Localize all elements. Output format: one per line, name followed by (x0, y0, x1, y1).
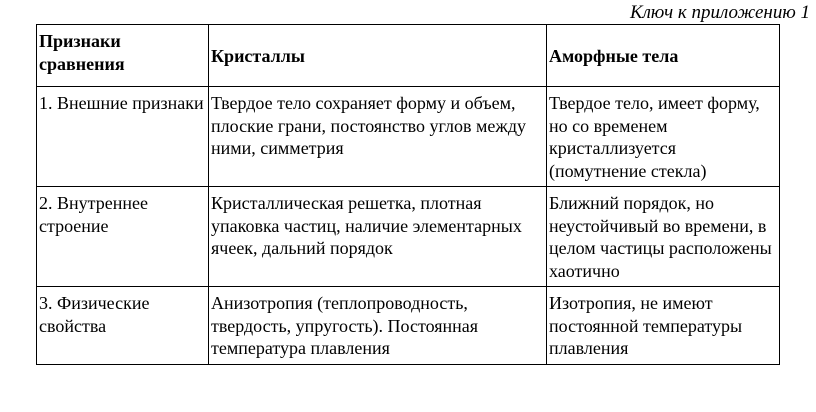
cell-amorphous: Ближний порядок, но неустойчивый во времени, в целом частицы расположены хаотично (547, 187, 780, 287)
header-cell-crystals: Кристаллы (209, 25, 547, 87)
header-cell-amorphous: Аморфные тела (547, 25, 780, 87)
table-row (37, 187, 780, 287)
cell-amorphous: Изотропия, не имеют постоянной температуры плавления (547, 287, 780, 365)
table-header-row (37, 25, 780, 87)
header-cell-features: Признаки сравнения (37, 25, 209, 87)
cell-crystals: Анизотропия (теплопроводность, твердость, упругость). Постоянная температура плавления (209, 287, 547, 365)
cell-feature: 1. Внешние признаки (37, 87, 209, 187)
cell-feature: 2. Внутреннее строение (37, 187, 209, 287)
cell-crystals: Твердое тело сохраняет форму и объем, плоские грани, постоянство углов между ними, симметрия (209, 87, 547, 187)
document-caption: Ключ к приложению 1 (630, 2, 810, 23)
comparison-table (36, 24, 780, 365)
table-row (37, 87, 780, 187)
table-row (37, 287, 780, 365)
cell-amorphous: Твердое тело, имеет форму, но со временем кристаллизуется (помутнение стекла) (547, 87, 780, 187)
cell-crystals: Кристаллическая решетка, плотная упаковка частиц, наличие элементарных ячеек, дальний порядок (209, 187, 547, 287)
cell-feature: 3. Физические свойства (37, 287, 209, 365)
